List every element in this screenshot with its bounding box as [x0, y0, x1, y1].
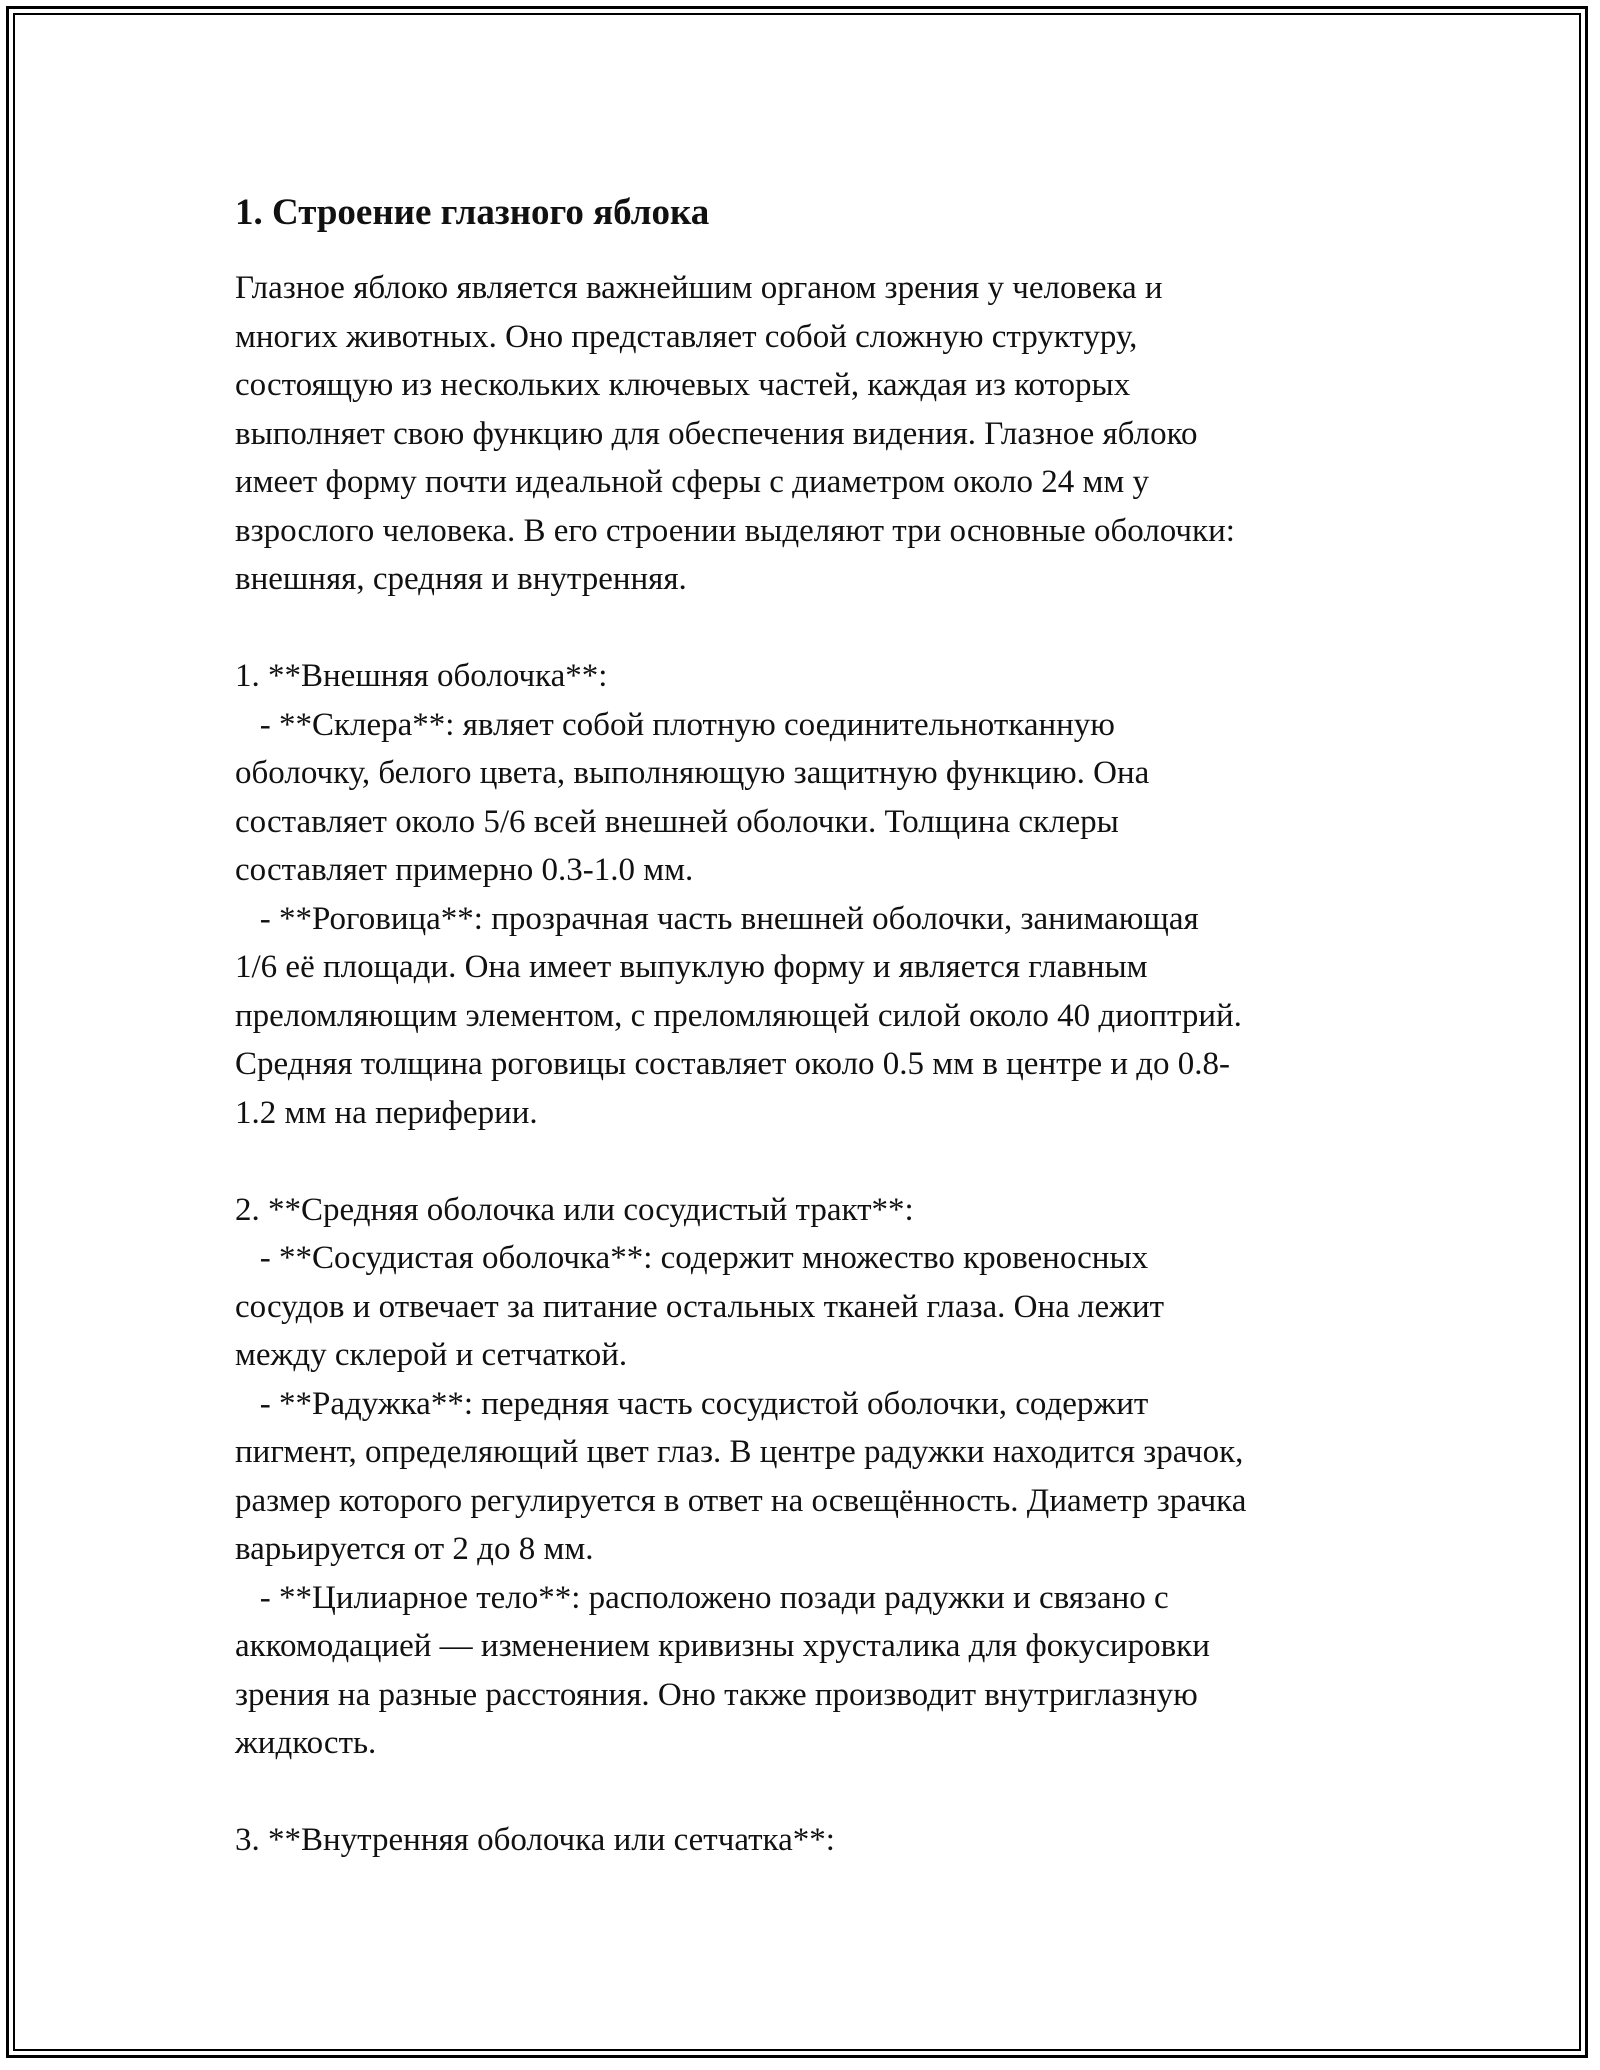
paragraph-lines: [235, 264, 1415, 1865]
text-line: 3. **Внутренняя оболочка или сетчатка**:: [235, 1822, 835, 1858]
text-line: жидкость.: [235, 1725, 377, 1761]
text-line: - **Склера**: являет собой плотную соединительнотканную: [235, 706, 1115, 743]
text-line: - **Радужка**: передняя часть сосудистой оболочки, содержит: [235, 1385, 1149, 1422]
text-line: аккомодацией — изменением кривизны хрусталика для фокусировки: [235, 1628, 1210, 1664]
text-line: составляет примерно 0.3-1.0 мм.: [235, 852, 694, 888]
text-line: составляет около 5/6 всей внешней оболочки. Толщина склеры: [235, 803, 1119, 840]
blank-line: [235, 1137, 1415, 1186]
text-line: взрослого человека. В его строении выделяют три основные оболочки:: [235, 512, 1235, 549]
text-line: варьируется от 2 до 8 мм.: [235, 1531, 594, 1567]
text-line: выполняет свою функцию для обеспечения видения. Глазное яблоко: [235, 415, 1198, 452]
text-line: многих животных. Оно представляет собой сложную структуру,: [235, 318, 1138, 355]
text-line: 1/6 её площади. Она имеет выпуклую форму и является главным: [235, 949, 1148, 985]
text-line: внешняя, средняя и внутренняя.: [235, 561, 687, 597]
blank-line: [235, 1768, 1415, 1817]
text-line: пигмент, определяющий цвет глаз. В центре радужки находится зрачок,: [235, 1434, 1244, 1470]
text-line: - **Цилиарное тело**: расположено позади радужки и связано с: [235, 1579, 1169, 1616]
blank-line: [235, 604, 1415, 653]
text-line: имеет форму почти идеальной сферы с диаметром около 24 мм у: [235, 464, 1150, 500]
text-line: преломляющим элементом, с преломляющей силой около 40 диоптрий.: [235, 997, 1242, 1034]
text-line: между склерой и сетчаткой.: [235, 1337, 628, 1373]
text-line: оболочку, белого цвета, выполняющую защитную функцию. Она: [235, 755, 1150, 791]
text-line: Глазное яблоко является важнейшим органом зрения у человека и: [235, 270, 1163, 306]
text-line: 1. **Внешняя оболочка**:: [235, 658, 608, 694]
text-line: - **Сосудистая оболочка**: содержит множество кровеносных: [235, 1240, 1149, 1276]
text-line: сосудов и отвечает за питание остальных тканей глаза. Она лежит: [235, 1288, 1165, 1325]
text-line: - **Роговица**: прозрачная часть внешней оболочки, занимающая: [235, 900, 1199, 937]
document-body: [235, 185, 1415, 1865]
text-line: зрения на разные расстояния. Оно также производит внутриглазную: [235, 1676, 1198, 1713]
section-title: 1. Строение глазного яблока: [235, 192, 710, 233]
text-line: 1.2 мм на периферии.: [235, 1094, 538, 1131]
text-line: 2. **Средняя оболочка или сосудистый тракт**:: [235, 1191, 914, 1228]
text-line: Средняя толщина роговицы составляет около 0.5 мм в центре и до 0.8-: [235, 1046, 1231, 1082]
text-line: состоящую из нескольких ключевых частей, каждая из которых: [235, 367, 1131, 403]
text-line: размер которого регулируется в ответ на освещённость. Диаметр зрачка: [235, 1482, 1247, 1519]
